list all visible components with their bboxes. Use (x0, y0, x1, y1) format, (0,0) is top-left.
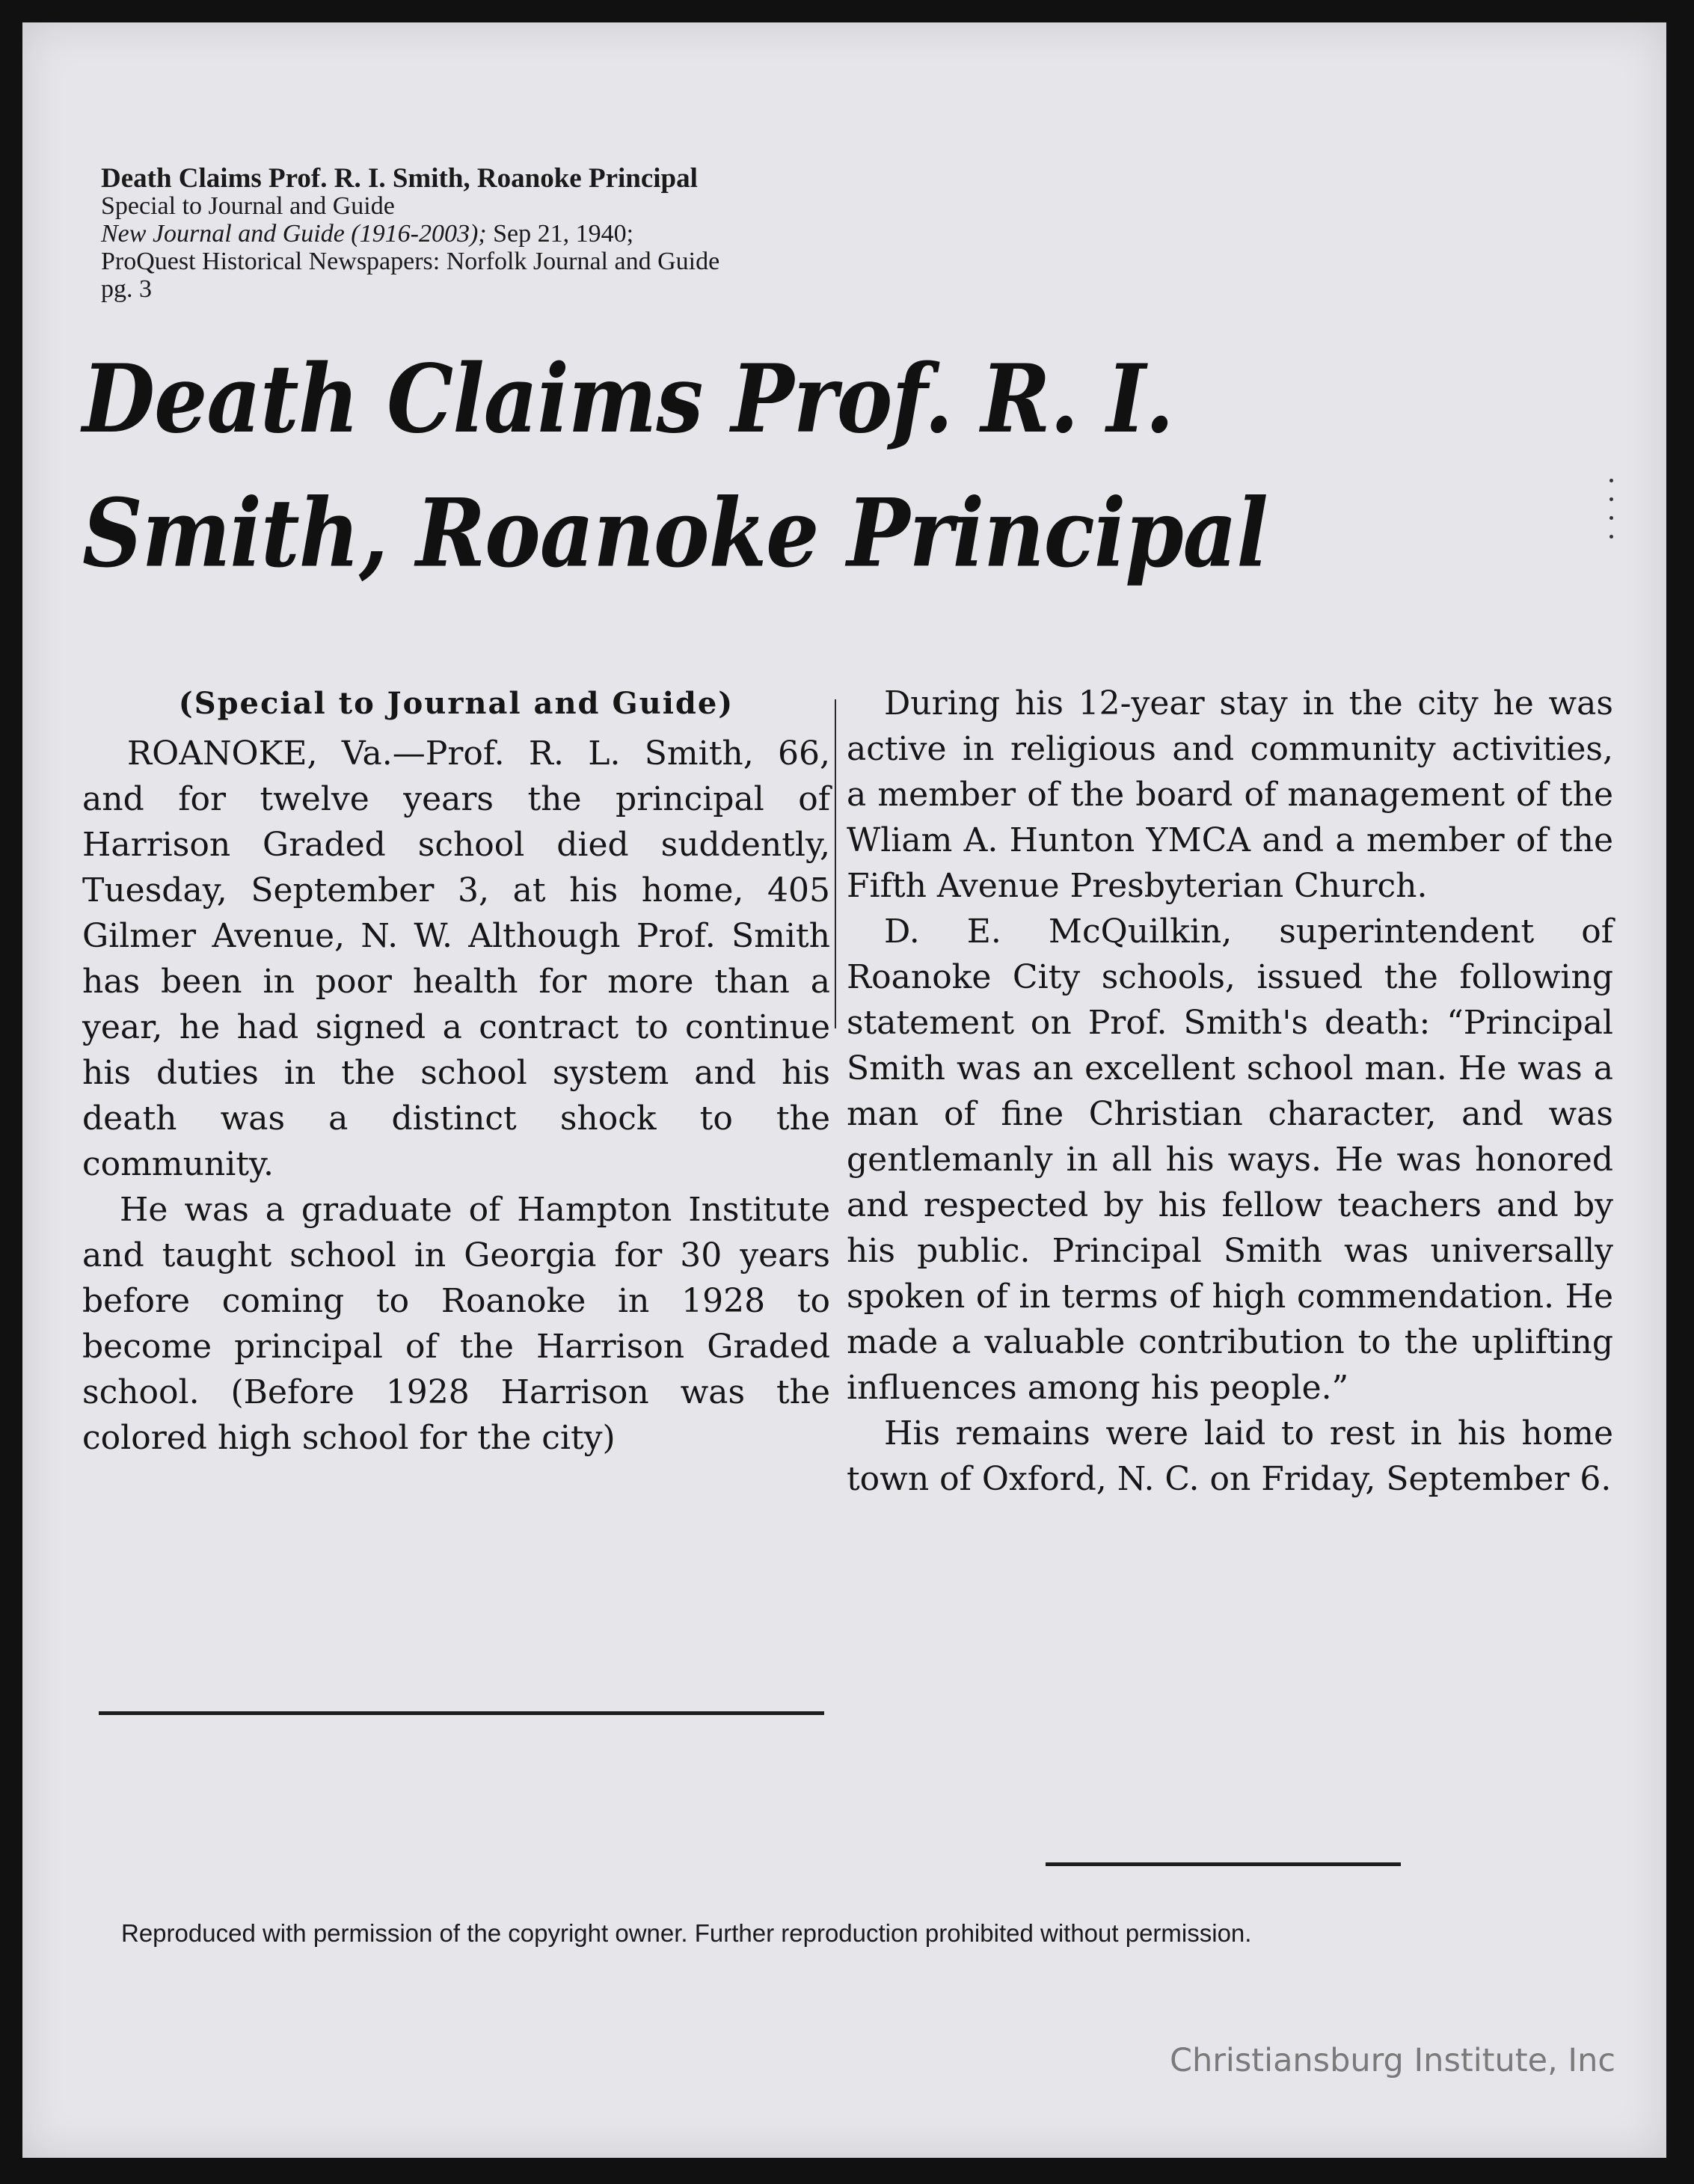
article-paragraph: He was a graduate of Hampton Institute and taught school in Georgia for 30 years before coming to Roanoke in 1928 to become principal of the Harrison Graded school. (Before 1928 Harrison was the colored high school for the city) (82, 1191, 830, 1457)
article-paragraph: His remains were laid to rest in his home town of Oxford, N. C. on Friday, September 6. (847, 1414, 1613, 1498)
article-paragraph: During his 12-year stay in the city he was active in religious and community activities, a member of the board of management of the Wliam A. Hunton YMCA and a member of the Fifth Avenue Presbyterian Church. (847, 684, 1613, 905)
citation-source: Special to Journal and Guide (101, 192, 395, 220)
article-paragraph: ROANOKE, Va.—Prof. R. L. Smith, 66, and for twelve years the principal of Harrison Graded school died suddently, Tuesday, September 3, at his home, 405 Gilmer Avenue, N. W. Although Prof. Smith has been in poor health for more than a year, he had signed a contract to continue his duties in the school system and his death was a distinct shock to the community. (82, 734, 830, 1183)
citation-publication-line (101, 220, 719, 248)
citation-title: Death Claims Prof. R. I. Smith, Roanoke Principal (101, 163, 698, 194)
article-paragraph: D. E. McQuilkin, superintendent of Roanoke City schools, issued the following statement on Prof. Smith's death: “Principal Smith was an excellent school man. He was a man of fine Christian character, and was gentlemanly in all his ways. He was honored and respected by his fellow teachers and by his public. Principal Smith was universally spoken of in terms of high commendation. He made a valuable contribution to the uplifting influences among his people.” (847, 912, 1613, 1407)
article-byline: (Special to Journal and Guide) (178, 686, 734, 721)
article-column-left (82, 681, 830, 1461)
column-divider (835, 699, 836, 1028)
end-rule-right (1046, 1862, 1401, 1866)
citation-date: Sep 21, 1940; (486, 220, 634, 248)
newspaper-clipping-page (22, 22, 1666, 2158)
article-headline (82, 333, 1354, 601)
headline-line-2: Smith, Roanoke Principal (82, 478, 1268, 589)
permission-note: Reproduced with permission of the copyright owner. Further reproduction prohibited without permission. (121, 1919, 1252, 1947)
citation-database: ProQuest Historical Newspapers: Norfolk Journal and Guide (101, 248, 720, 275)
citation-publication: New Journal and Guide (1916-2003); (101, 220, 487, 248)
headline-line-1: Death Claims Prof. R. I. (82, 344, 1174, 455)
end-rule-left (99, 1711, 824, 1715)
citation-block (101, 165, 719, 303)
article-column-right (847, 681, 1613, 1502)
citation-page: pg. 3 (101, 275, 152, 303)
scan-specks (1609, 479, 1617, 568)
watermark-text: Christiansburg Institute, Inc (1169, 2042, 1615, 2079)
